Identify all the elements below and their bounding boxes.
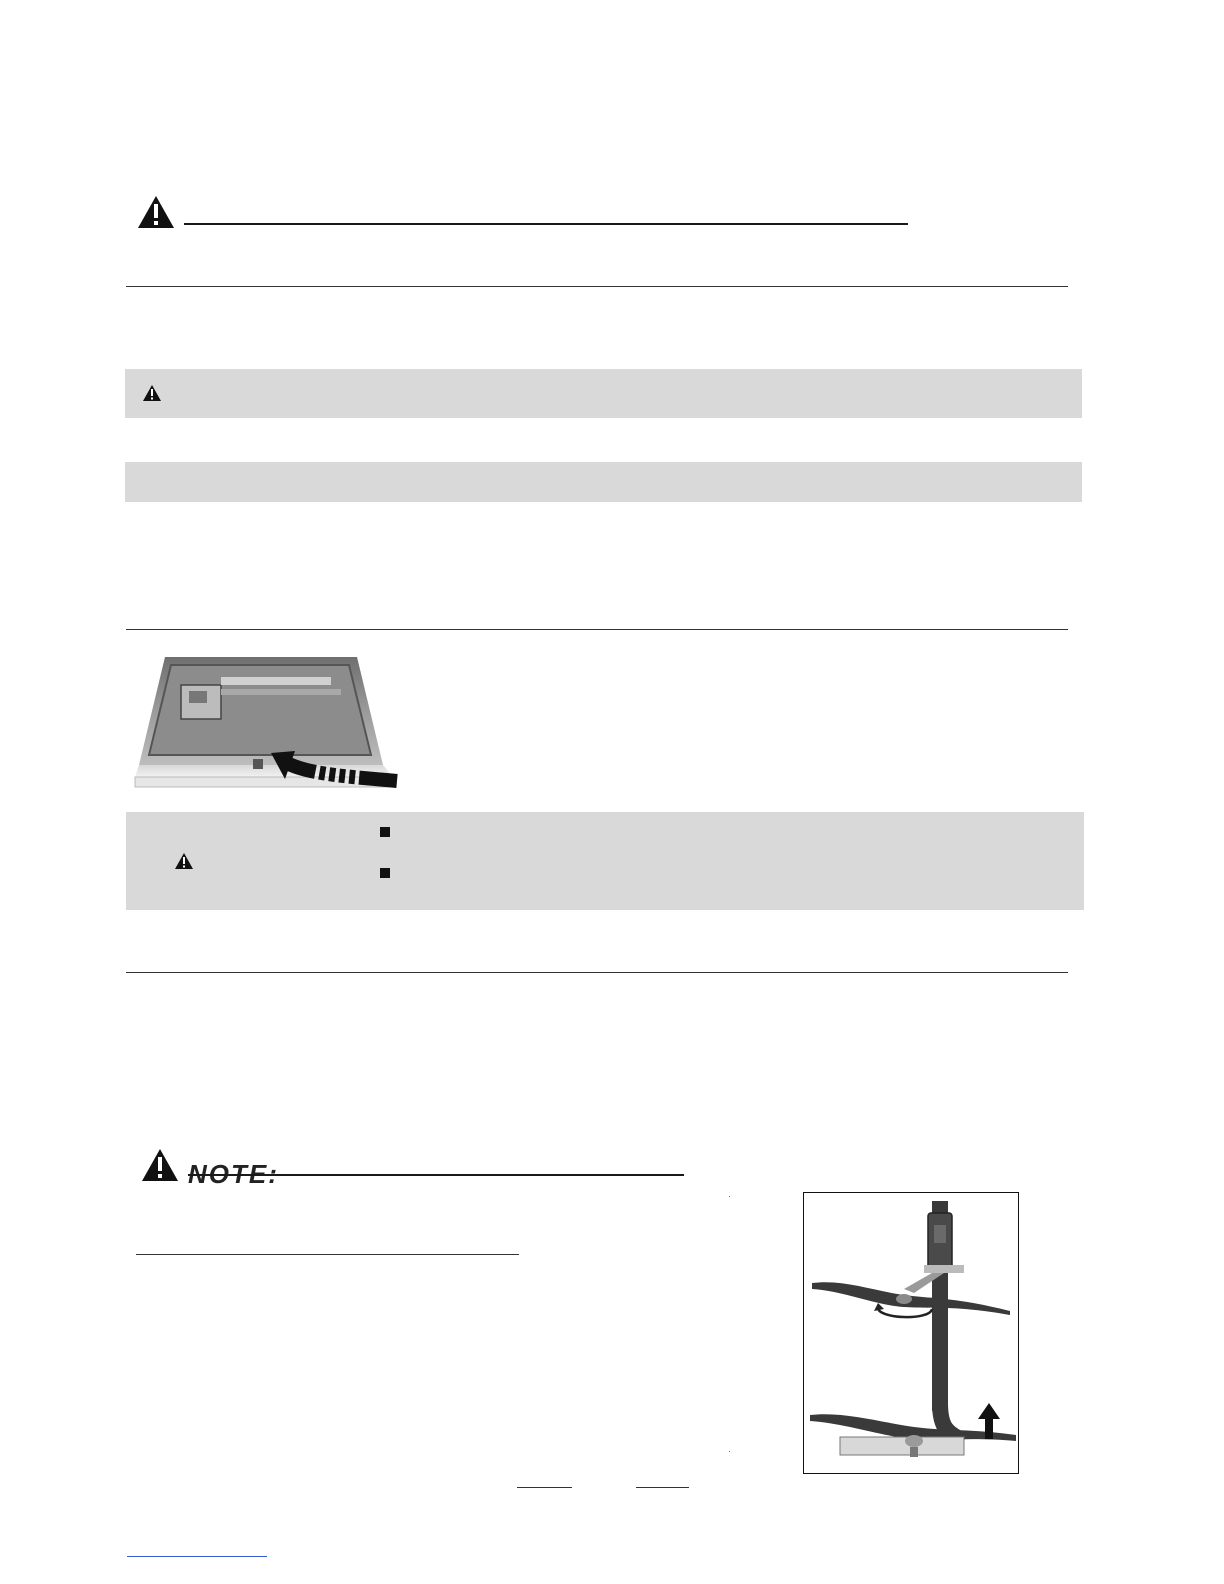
reference-underline — [636, 1487, 689, 1488]
section-divider — [126, 629, 1068, 630]
caution-warning-icon — [137, 195, 175, 229]
stray-mark — [729, 1451, 730, 1452]
section-divider — [126, 286, 1068, 287]
warning-triangle-icon — [174, 852, 194, 870]
dishwasher-door-photo — [135, 655, 397, 803]
reference-underline — [517, 1487, 572, 1488]
spray-arm-diagram — [803, 1192, 1019, 1474]
stray-mark — [729, 1196, 730, 1197]
bullet-marker — [380, 868, 390, 878]
warning-triangle-icon — [142, 384, 162, 402]
warning-band — [125, 369, 1082, 418]
warning-band — [126, 812, 1084, 910]
footer-link-underline — [127, 1556, 267, 1557]
info-band — [125, 462, 1082, 502]
caution-heading-underline — [184, 223, 908, 225]
subheading-underline — [136, 1254, 519, 1255]
bullet-marker — [380, 827, 390, 837]
note-warning-icon — [141, 1148, 179, 1182]
note-heading-label: NOTE: — [188, 1159, 279, 1189]
section-divider — [126, 972, 1068, 973]
note-heading-underline — [188, 1174, 684, 1176]
